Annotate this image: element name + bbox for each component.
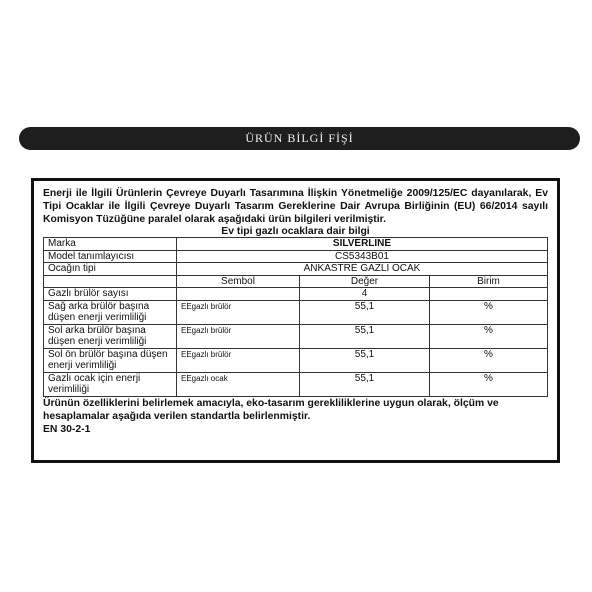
table-row xyxy=(44,288,548,301)
row-value: 55,1 xyxy=(300,372,430,396)
row-unit: % xyxy=(430,372,548,396)
type-value: ANKASTRE GAZLI OCAK xyxy=(177,263,548,276)
row-value: 55,1 xyxy=(300,348,430,372)
table-row xyxy=(44,263,548,276)
burner-count-unit xyxy=(430,288,548,301)
table-row xyxy=(44,324,548,348)
row-symbol: EEgazlı brülör xyxy=(177,348,300,372)
title-banner xyxy=(19,127,580,150)
symbol-column-header: Sembol xyxy=(177,275,300,288)
burner-count-label: Gazlı brülör sayısı xyxy=(44,288,177,301)
row-label: Sağ arka brülör başına düşen enerji verimliliği xyxy=(44,300,177,324)
table-caption: Ev tipi gazlı ocaklara dair bilgi xyxy=(221,226,370,237)
page-title: ÜRÜN BİLGİ FİŞİ xyxy=(245,131,354,145)
empty-header-cell xyxy=(44,275,177,288)
intro-text: Enerji ile İlgili Ürünlerin Çevreye Duyarlı Tasarımına İlişkin Yönetmeliğe 2009/125/EC dayanılarak, Ev Tipi Ocaklar ile İlgili Çevreye Duyarlı Tasarım Gereklerine Dair Avrupa Birliğinin (EU) 66/2014 sayılı Komisyon Tüzüğüne paralel olarak aşağıdaki ürün bilgileri verilmiştir. xyxy=(43,188,548,225)
row-label: Sol arka brülör başına düşen enerji verimliliği xyxy=(44,324,177,348)
product-info-panel xyxy=(31,178,560,463)
info-table xyxy=(43,237,548,397)
row-unit: % xyxy=(430,348,548,372)
standard-reference: EN 30-2-1 xyxy=(43,423,91,435)
row-symbol: EEgazlı brülör xyxy=(177,300,300,324)
table-header-row xyxy=(44,275,548,288)
row-symbol: EEgazlı ocak xyxy=(177,372,300,396)
table-row xyxy=(44,372,548,396)
table-row xyxy=(44,300,548,324)
brand-label: Marka xyxy=(44,238,177,251)
table-row xyxy=(44,238,548,251)
burner-count-value: 4 xyxy=(300,288,430,301)
model-value: CS5343B01 xyxy=(177,250,548,263)
brand-value: SILVERLINE xyxy=(177,238,548,251)
row-label: Gazlı ocak için enerji verimliliği xyxy=(44,372,177,396)
footer-note: Ürünün özelliklerini belirlemek amacıyla, eko-tasarım gerekliliklerine uygun olarak, ölçüm ve hesaplamalar aşağıda verilen standartla belirlenmiştir. xyxy=(43,397,499,422)
row-symbol: EEgazlı brülör xyxy=(177,324,300,348)
row-value: 55,1 xyxy=(300,324,430,348)
model-label: Model tanımlayıcısı xyxy=(44,250,177,263)
row-unit: % xyxy=(430,300,548,324)
burner-count-symbol xyxy=(177,288,300,301)
unit-column-header: Birim xyxy=(430,275,548,288)
table-row xyxy=(44,250,548,263)
table-row xyxy=(44,348,548,372)
type-label: Ocağın tipi xyxy=(44,263,177,276)
row-label: Sol ön brülör başına düşen enerji verimliliği xyxy=(44,348,177,372)
row-value: 55,1 xyxy=(300,300,430,324)
row-unit: % xyxy=(430,324,548,348)
value-column-header: Değer xyxy=(300,275,430,288)
